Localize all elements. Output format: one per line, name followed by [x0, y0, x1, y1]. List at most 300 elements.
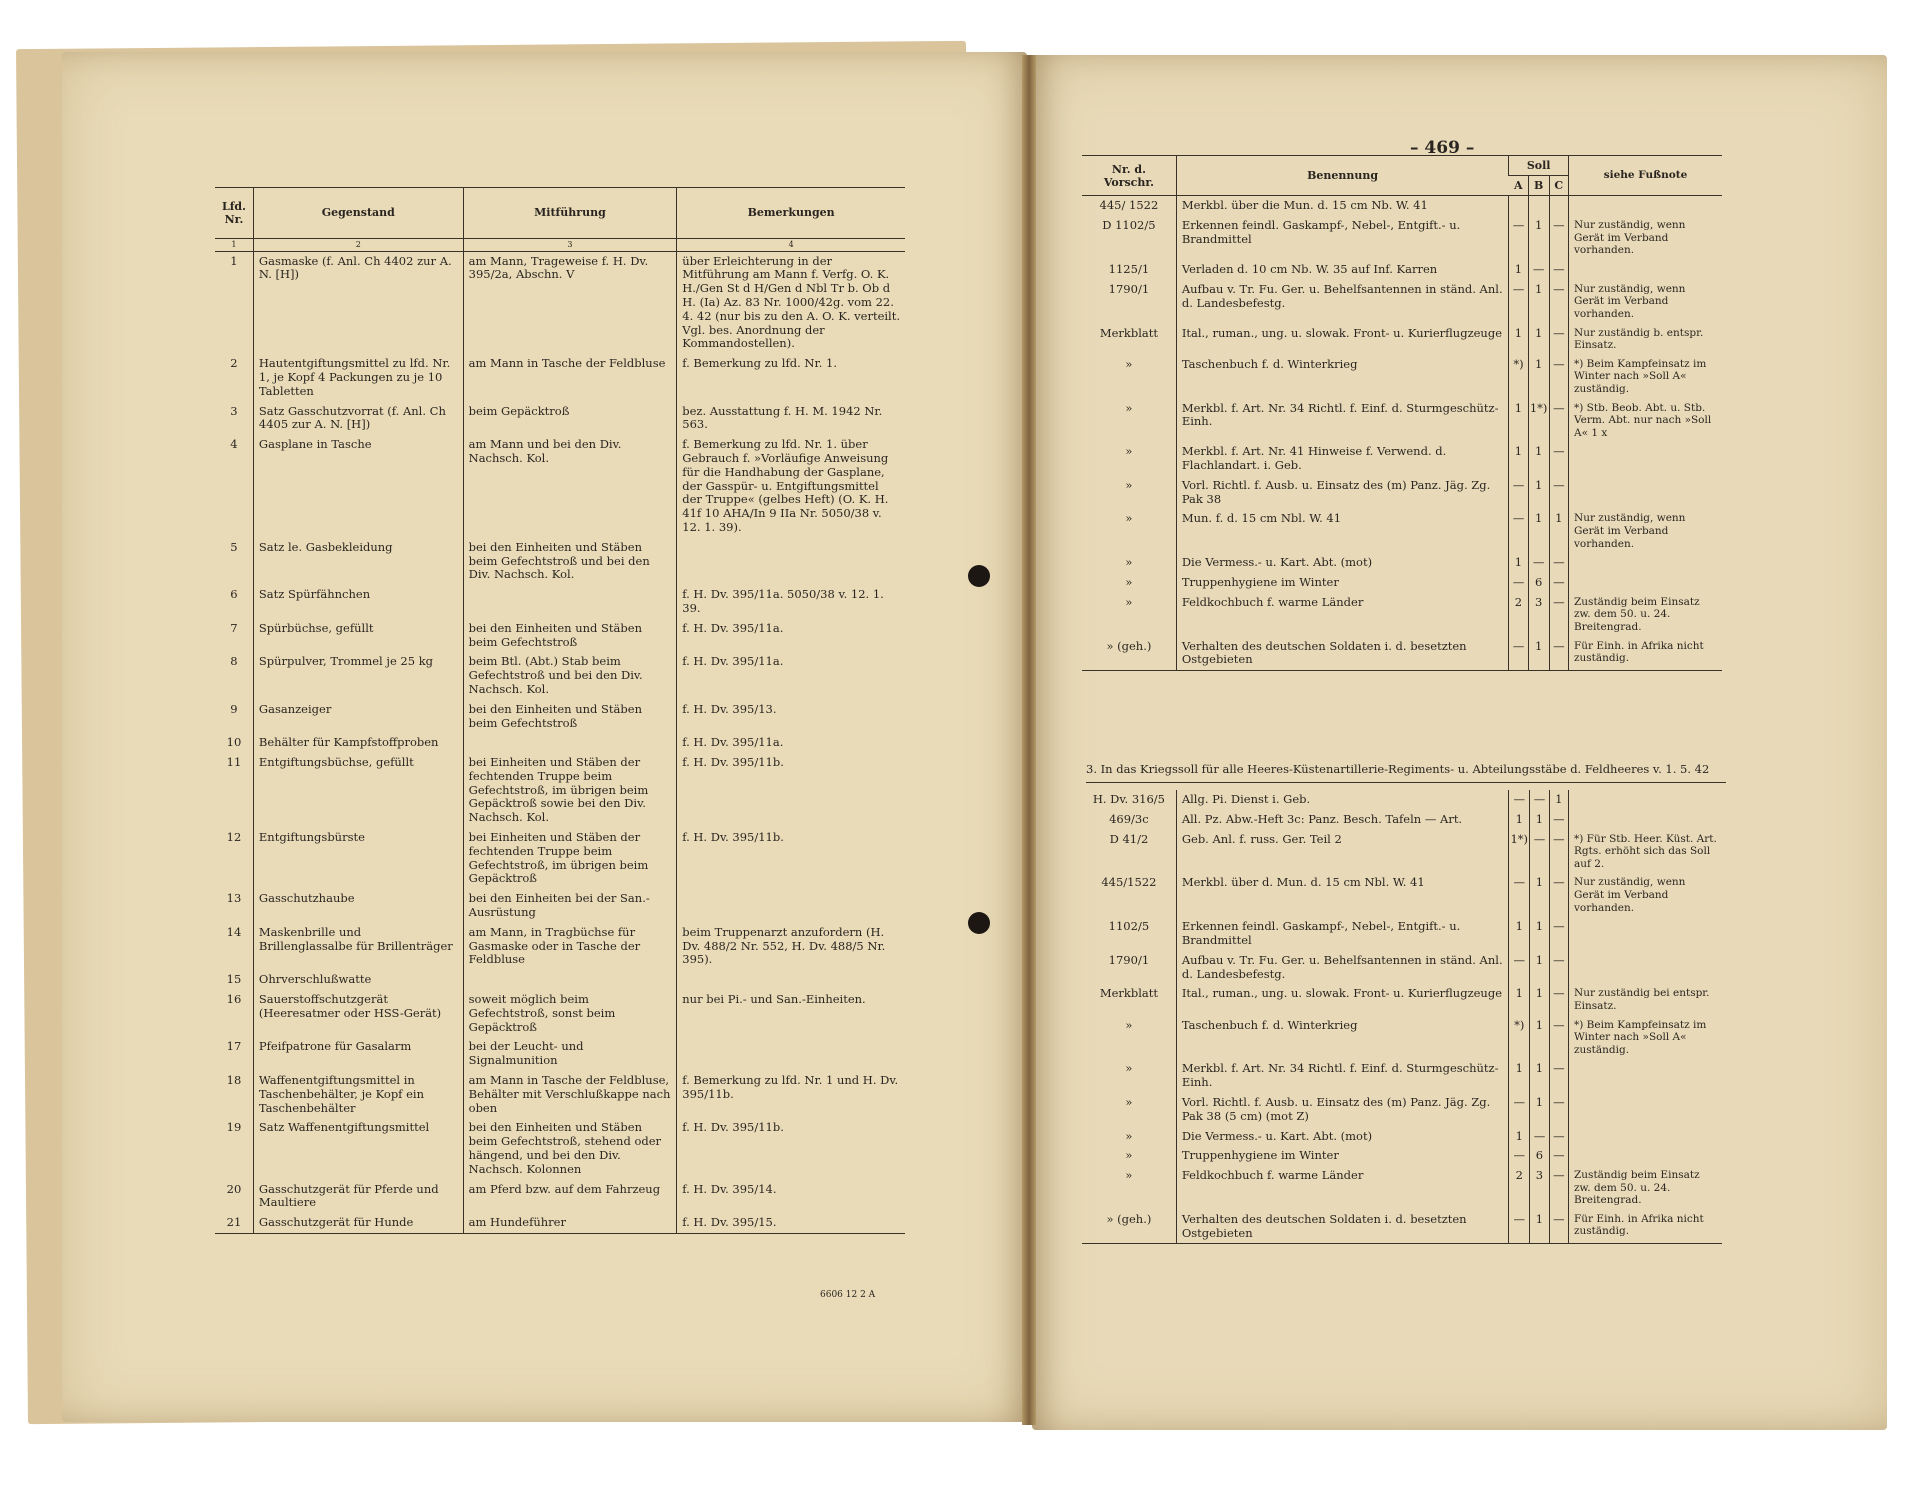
row-benennung: Vorl. Richtl. f. Ausb. u. Einsatz des (m) Panz. Jäg. Zg. Pak 38: [1176, 476, 1508, 510]
header-b: B: [1528, 176, 1549, 196]
row-mitfuehrung: bei den Einheiten und Stäben beim Gefechtstroß und bei den Div. Nachsch. Kol.: [463, 538, 677, 585]
section-3-heading: 3. In das Kriegssoll für alle Heeres-Küstenartillerie-Regiments- u. Abteilungsstäbe d. Feldheeres v. 1. 5. 42: [1086, 762, 1726, 783]
row-benennung: Erkennen feindl. Gaskampf-, Nebel-, Entgift.- u. Brandmittel: [1176, 216, 1508, 260]
row-gegenstand: Hautentgiftungsmittel zu lfd. Nr. 1, je Kopf 4 Packungen zu je 10 Tabletten: [253, 354, 463, 401]
row-benennung: Aufbau v. Tr. Fu. Ger. u. Behelfsantennen in ständ. Anl. d. Landesbefestg.: [1176, 951, 1508, 985]
table-row: [215, 1180, 905, 1214]
row-mitfuehrung: bei der Leucht- und Signalmunition: [463, 1037, 677, 1071]
row-gegenstand: Entgiftungsbüchse, gefüllt: [253, 753, 463, 828]
table-row: [1082, 873, 1722, 917]
row-benennung: Die Vermess.- u. Kart. Abt. (mot): [1176, 1127, 1508, 1147]
row-gegenstand: Ohrverschlußwatte: [253, 970, 463, 990]
row-fussnote: [1569, 573, 1723, 593]
row-soll-c: —: [1549, 1146, 1568, 1166]
row-bemerkungen: [677, 970, 905, 990]
row-fussnote: Zuständig beim Einsatz zw. dem 50. u. 24. Breitengrad.: [1569, 593, 1723, 637]
row-soll-a: —: [1509, 790, 1530, 810]
row-fussnote: Nur zuständig, wenn Gerät im Verband vorhanden.: [1569, 509, 1723, 553]
row-gegenstand: Gasanzeiger: [253, 700, 463, 734]
row-nr: 10: [226, 735, 242, 750]
row-soll-c: —: [1549, 951, 1568, 985]
table-row: [1082, 1210, 1722, 1244]
row-soll-c: —: [1549, 1093, 1568, 1127]
row-fussnote: [1569, 951, 1723, 985]
table-row: [215, 538, 905, 585]
row-bemerkungen: f. H. Dv. 395/11a.: [677, 733, 905, 753]
row-fussnote: [1569, 1059, 1723, 1093]
table-row: [215, 1213, 905, 1233]
table-row: [215, 990, 905, 1037]
row-soll-b: 1: [1530, 1016, 1549, 1060]
table-row: [215, 753, 905, 828]
row-mitfuehrung: am Mann in Tasche der Feldbluse: [463, 354, 677, 401]
col-number: 3: [463, 239, 677, 252]
row-vorschr: 1125/1: [1108, 261, 1150, 276]
row-nr: 7: [230, 620, 238, 635]
row-soll-c: —: [1549, 553, 1568, 573]
row-nr: 11: [226, 755, 242, 770]
table-row: [215, 402, 905, 436]
row-vorschr: »: [1125, 1168, 1133, 1183]
row-nr: 14: [226, 924, 242, 939]
row-soll-a: —: [1509, 1093, 1530, 1127]
table-row: [1082, 917, 1722, 951]
table-row: [1082, 573, 1722, 593]
row-soll-b: —: [1528, 260, 1549, 280]
row-bemerkungen: f. H. Dv. 395/13.: [677, 700, 905, 734]
row-fussnote: *) Stb. Beob. Abt. u. Stb. Verm. Abt. nur nach »Soll A« 1 x: [1569, 399, 1723, 443]
row-soll-b: 1: [1530, 984, 1549, 1015]
row-mitfuehrung: bei den Einheiten bei der San.-Ausrüstung: [463, 889, 677, 923]
row-fussnote: [1569, 917, 1723, 951]
right-table-1: [1082, 155, 1722, 671]
row-soll-a: —: [1509, 280, 1528, 324]
table-row: [215, 1118, 905, 1179]
row-gegenstand: Satz Gasschutzvorrat (f. Anl. Ch 4405 zur A. N. [H]): [253, 402, 463, 436]
row-mitfuehrung: [463, 733, 677, 753]
row-nr: 12: [226, 830, 242, 845]
row-vorschr: »: [1125, 1148, 1133, 1163]
header-fussnote: siehe Fußnote: [1569, 156, 1723, 196]
row-mitfuehrung: am Mann in Tasche der Feldbluse, Behälter mit Verschlußkappe nach oben: [463, 1071, 677, 1118]
row-soll-a: 2: [1509, 593, 1528, 637]
row-soll-c: —: [1549, 260, 1568, 280]
row-soll-a: 1*): [1509, 830, 1530, 874]
row-benennung: Verladen d. 10 cm Nb. W. 35 auf Inf. Karren: [1176, 260, 1508, 280]
row-soll-a: —: [1509, 637, 1528, 671]
table-row: [1082, 637, 1722, 671]
row-gegenstand: Gasmaske (f. Anl. Ch 4402 zur A. N. [H]): [253, 251, 463, 354]
row-nr: 13: [226, 891, 242, 906]
row-nr: 16: [226, 992, 242, 1007]
row-nr: 2: [230, 356, 238, 371]
row-mitfuehrung: am Mann, Trageweise f. H. Dv. 395/2a, Abschn. V: [463, 251, 677, 354]
row-benennung: Geb. Anl. f. russ. Ger. Teil 2: [1176, 830, 1508, 874]
punch-hole-top: [968, 565, 990, 587]
row-gegenstand: Pfeifpatrone für Gasalarm: [253, 1037, 463, 1071]
row-soll-b: —: [1530, 830, 1549, 874]
row-soll-c: —: [1549, 216, 1568, 260]
row-soll-a: —: [1509, 216, 1528, 260]
page-number: – 469 –: [1410, 138, 1475, 158]
row-soll-a: 1: [1509, 442, 1528, 476]
row-fussnote: [1569, 1093, 1723, 1127]
header-benennung: Benennung: [1176, 156, 1508, 196]
row-bemerkungen: f. Bemerkung zu lfd. Nr. 1 und H. Dv. 395/11b.: [677, 1071, 905, 1118]
row-soll-a: 1: [1509, 1059, 1530, 1093]
row-nr: 19: [226, 1120, 242, 1135]
row-nr: 15: [226, 972, 242, 987]
row-benennung: Allg. Pi. Dienst i. Geb.: [1176, 790, 1508, 810]
row-bemerkungen: [677, 538, 905, 585]
table-row: [215, 923, 905, 970]
right-table-2: [1082, 790, 1722, 1244]
row-fussnote: [1569, 790, 1723, 810]
row-gegenstand: Spürpulver, Trommel je 25 kg: [253, 652, 463, 699]
table-row: [1082, 790, 1722, 810]
table-row: [1082, 1059, 1722, 1093]
row-vorschr: »: [1125, 575, 1133, 590]
table-row: [215, 889, 905, 923]
row-benennung: Aufbau v. Tr. Fu. Ger. u. Behelfsantennen in ständ. Anl. d. Landesbefestg.: [1176, 280, 1508, 324]
row-benennung: Taschenbuch f. d. Winterkrieg: [1176, 1016, 1508, 1060]
table-row: [1082, 810, 1722, 830]
table-row: [215, 970, 905, 990]
table-row: [1082, 399, 1722, 443]
row-benennung: Ital., ruman., ung. u. slowak. Front- u. Kurierflugzeuge: [1176, 984, 1508, 1015]
row-soll-b: 1: [1530, 873, 1549, 917]
row-soll-b: 6: [1528, 573, 1549, 593]
table-row: [1082, 442, 1722, 476]
row-bemerkungen: f. Bemerkung zu lfd. Nr. 1.: [677, 354, 905, 401]
row-mitfuehrung: am Mann und bei den Div. Nachsch. Kol.: [463, 435, 677, 538]
row-soll-b: [1528, 196, 1549, 216]
table-row: [215, 354, 905, 401]
row-soll-c: —: [1549, 1166, 1568, 1210]
row-soll-a: 1: [1509, 324, 1528, 355]
book-gutter: [1022, 55, 1036, 1425]
row-nr: 20: [226, 1181, 242, 1196]
row-mitfuehrung: bei den Einheiten und Stäben beim Gefechtstroß, stehend oder hängend, und bei den Div. Nachsch. Kolonnen: [463, 1118, 677, 1179]
row-soll-a: 1: [1509, 810, 1530, 830]
row-vorschr: » (geh.): [1082, 637, 1176, 671]
row-benennung: Truppenhygiene im Winter: [1176, 573, 1508, 593]
row-nr: 5: [230, 539, 238, 554]
row-soll-a: 1: [1509, 1127, 1530, 1147]
row-gegenstand: Satz le. Gasbekleidung: [253, 538, 463, 585]
row-fussnote: *) Beim Kampfeinsatz im Winter nach »Soll A« zuständig.: [1569, 355, 1723, 399]
row-vorschr: D 1102/5: [1102, 218, 1156, 233]
row-fussnote: [1569, 553, 1723, 573]
row-benennung: Ital., ruman., ung. u. slowak. Front- u. Kurierflugzeuge: [1176, 324, 1508, 355]
row-soll-b: 3: [1528, 593, 1549, 637]
table-row: [1082, 1127, 1722, 1147]
row-soll-a: 1: [1509, 399, 1528, 443]
row-soll-a: —: [1509, 873, 1530, 917]
row-fussnote: [1569, 476, 1723, 510]
row-bemerkungen: nur bei Pi.- und San.-Einheiten.: [677, 990, 905, 1037]
row-gegenstand: Satz Waffenentgiftungsmittel: [253, 1118, 463, 1179]
row-nr: 17: [226, 1039, 242, 1054]
row-benennung: Verhalten des deutschen Soldaten i. d. besetzten Ostgebieten: [1176, 637, 1508, 671]
row-mitfuehrung: beim Gepäcktroß: [463, 402, 677, 436]
right-table-1-body: [1082, 196, 1722, 671]
row-gegenstand: Waffenentgiftungsmittel in Taschenbehälter, je Kopf ein Taschenbehälter: [253, 1071, 463, 1118]
row-bemerkungen: über Erleichterung in der Mitführung am Mann f. Verfg. O. K. H./Gen St d H/Gen d Nbl Tr b. Ob d H. (Ia) Az. 83 Nr. 1000/42g. vom 22. 4. 42 (nur bis zu den A. O. K. verteilt. Vgl. bes. Anordnung der Kommandostellen).: [677, 251, 905, 354]
header-vorschr: Nr. d. Vorschr.: [1082, 156, 1176, 196]
left-table-body: [215, 251, 905, 1233]
row-soll-c: —: [1549, 1016, 1568, 1060]
row-soll-c: —: [1549, 637, 1568, 671]
row-bemerkungen: f. H. Dv. 395/11b.: [677, 753, 905, 828]
row-vorschr: Merkblatt: [1099, 325, 1158, 340]
row-mitfuehrung: [463, 585, 677, 619]
row-nr: 8: [230, 654, 238, 669]
row-mitfuehrung: bei Einheiten und Stäben der fechtenden Truppe beim Gefechtstroß, im übrigen beim Gepäcktroß: [463, 828, 677, 889]
row-vorschr: »: [1125, 1061, 1133, 1076]
row-bemerkungen: f. H. Dv. 395/11a.: [677, 652, 905, 699]
table-row: [215, 652, 905, 699]
row-soll-b: 1: [1530, 1210, 1549, 1244]
row-fussnote: *) Beim Kampfeinsatz im Winter nach »Soll A« zuständig.: [1569, 1016, 1723, 1060]
row-mitfuehrung: bei den Einheiten und Stäben beim Gefechtstroß: [463, 700, 677, 734]
row-soll-c: —: [1549, 593, 1568, 637]
row-benennung: Feldkochbuch f. warme Länder: [1176, 593, 1508, 637]
row-vorschr: »: [1125, 1128, 1133, 1143]
row-soll-a: —: [1509, 573, 1528, 593]
row-fussnote: [1569, 1146, 1723, 1166]
row-fussnote: Nur zuständig b. entspr. Einsatz.: [1569, 324, 1723, 355]
row-soll-a: 1: [1509, 260, 1528, 280]
row-bemerkungen: [677, 1037, 905, 1071]
col-number: 4: [677, 239, 905, 252]
row-soll-b: 1: [1528, 476, 1549, 510]
row-gegenstand: Gasschutzgerät für Hunde: [253, 1213, 463, 1233]
row-soll-c: 1: [1549, 790, 1568, 810]
table-row: [1082, 830, 1722, 874]
row-soll-c: —: [1549, 830, 1568, 874]
row-soll-c: —: [1549, 324, 1568, 355]
header-soll: Soll: [1509, 156, 1569, 176]
header-gegenstand: Gegenstand: [253, 188, 463, 239]
row-benennung: Die Vermess.- u. Kart. Abt. (mot): [1176, 553, 1508, 573]
row-fussnote: Für Einh. in Afrika nicht zuständig.: [1569, 637, 1723, 671]
row-bemerkungen: f. H. Dv. 395/11b.: [677, 1118, 905, 1179]
left-table: [215, 187, 905, 1234]
row-benennung: Vorl. Richtl. f. Ausb. u. Einsatz des (m) Panz. Jäg. Zg. Pak 38 (5 cm) (mot Z): [1176, 1093, 1508, 1127]
right-table-2-body: [1082, 790, 1722, 1244]
row-fussnote: Nur zuständig, wenn Gerät im Verband vorhanden.: [1569, 873, 1723, 917]
row-nr: 4: [230, 437, 238, 452]
row-soll-c: —: [1549, 1127, 1568, 1147]
row-gegenstand: Spürbüchse, gefüllt: [253, 619, 463, 653]
header-bemerkungen: Bemerkungen: [677, 188, 905, 239]
row-soll-b: —: [1530, 790, 1549, 810]
row-benennung: Merkbl. f. Art. Nr. 41 Hinweise f. Verwend. d. Flachlandart. i. Geb.: [1176, 442, 1508, 476]
row-vorschr: »: [1125, 477, 1133, 492]
row-soll-b: 1: [1530, 1093, 1549, 1127]
row-soll-b: 1: [1528, 509, 1549, 553]
row-bemerkungen: [677, 889, 905, 923]
row-vorschr: »: [1125, 356, 1133, 371]
row-soll-a: —: [1509, 1210, 1530, 1244]
row-fussnote: Für Einh. in Afrika nicht zuständig.: [1569, 1210, 1723, 1244]
row-vorschr: Merkblatt: [1099, 986, 1158, 1001]
table-row: [1082, 280, 1722, 324]
row-nr: 3: [230, 403, 238, 418]
row-fussnote: [1569, 260, 1723, 280]
row-mitfuehrung: [463, 970, 677, 990]
table-row: [1082, 553, 1722, 573]
row-benennung: Merkbl. über die Mun. d. 15 cm Nb. W. 41: [1176, 196, 1508, 216]
row-vorschr: 445/1522: [1101, 875, 1157, 890]
table-row: [1082, 355, 1722, 399]
row-benennung: Mun. f. d. 15 cm Nbl. W. 41: [1176, 509, 1508, 553]
table-row: [1082, 216, 1722, 260]
row-vorschr: 469/3c: [1109, 811, 1149, 826]
row-soll-c: 1: [1549, 509, 1568, 553]
row-benennung: Merkbl. f. Art. Nr. 34 Richtl. f. Einf. d. Sturmgeschütz-Einh.: [1176, 399, 1508, 443]
row-vorschr: »: [1125, 594, 1133, 609]
col-number: 1: [215, 239, 253, 252]
row-fussnote: Zuständig beim Einsatz zw. dem 50. u. 24. Breitengrad.: [1569, 1166, 1723, 1210]
row-vorschr: » (geh.): [1082, 1210, 1176, 1244]
row-soll-b: 1: [1528, 442, 1549, 476]
row-soll-c: —: [1549, 573, 1568, 593]
table-row: [215, 828, 905, 889]
table-row: [1082, 1093, 1722, 1127]
row-bemerkungen: f. H. Dv. 395/11a.: [677, 619, 905, 653]
header-a: A: [1509, 176, 1528, 196]
table-row: [1082, 1146, 1722, 1166]
row-gegenstand: Maskenbrille und Brillenglassalbe für Brillenträger: [253, 923, 463, 970]
row-fussnote: [1569, 196, 1723, 216]
row-nr: 18: [226, 1073, 242, 1088]
header-nr: Lfd. Nr.: [215, 188, 253, 239]
row-soll-a: *): [1509, 1016, 1530, 1060]
row-soll-b: 1: [1528, 637, 1549, 671]
row-soll-c: —: [1549, 280, 1568, 324]
row-vorschr: H. Dv. 316/5: [1092, 792, 1165, 806]
row-vorschr: D 41/2: [1109, 831, 1149, 846]
row-fussnote: Nur zuständig, wenn Gerät im Verband vorhanden.: [1569, 280, 1723, 324]
row-vorschr: »: [1125, 511, 1133, 526]
table-row: [1082, 509, 1722, 553]
row-vorschr: »: [1125, 1017, 1133, 1032]
row-gegenstand: Gasschutzhaube: [253, 889, 463, 923]
row-mitfuehrung: beim Btl. (Abt.) Stab beim Gefechtstroß und bei den Div. Nachsch. Kol.: [463, 652, 677, 699]
row-fussnote: Nur zuständig, wenn Gerät im Verband vorhanden.: [1569, 216, 1723, 260]
row-soll-c: [1549, 196, 1568, 216]
row-gegenstand: Entgiftungsbürste: [253, 828, 463, 889]
table-row: [1082, 324, 1722, 355]
row-soll-c: —: [1549, 984, 1568, 1015]
table-row: [215, 1071, 905, 1118]
row-vorschr: »: [1125, 555, 1133, 570]
table-row: [215, 1037, 905, 1071]
row-vorschr: »: [1125, 400, 1133, 415]
row-bemerkungen: bez. Ausstattung f. H. M. 1942 Nr. 563.: [677, 402, 905, 436]
row-bemerkungen: beim Truppenarzt anzufordern (H. Dv. 488/2 Nr. 552, H. Dv. 488/5 Nr. 395).: [677, 923, 905, 970]
table-row: [1082, 196, 1722, 216]
row-soll-b: 1: [1530, 917, 1549, 951]
punch-hole-bottom: [968, 912, 990, 934]
row-bemerkungen: f. H. Dv. 395/14.: [677, 1180, 905, 1214]
row-mitfuehrung: bei Einheiten und Stäben der fechtenden Truppe beim Gefechtstroß, im übrigen beim Gepäcktroß sowie bei den Div. Nachsch. Kol.: [463, 753, 677, 828]
row-soll-b: 1: [1528, 324, 1549, 355]
row-soll-b: —: [1530, 1127, 1549, 1147]
row-vorschr: »: [1125, 1094, 1133, 1109]
row-soll-a: 1: [1509, 553, 1528, 573]
row-soll-a: —: [1509, 1146, 1530, 1166]
table-row: [215, 733, 905, 753]
row-bemerkungen: f. Bemerkung zu lfd. Nr. 1. über Gebrauch f. »Vorläufige Anweisung für die Handhabung der Gasplane, der Gasspür- u. Entgiftungsmittel der Truppe« (gelbes Heft) (O. K. H. 41f 10 AHA/In 9 IIa Nr. 5050/38 v. 12. 1. 39).: [677, 435, 905, 538]
row-nr: 9: [230, 701, 238, 716]
row-nr: 6: [230, 587, 238, 602]
row-soll-c: —: [1549, 476, 1568, 510]
row-mitfuehrung: am Mann, in Tragbüchse für Gasmaske oder in Tasche der Feldbluse: [463, 923, 677, 970]
row-soll-a: —: [1509, 509, 1528, 553]
row-fussnote: [1569, 442, 1723, 476]
table-row: [215, 619, 905, 653]
row-mitfuehrung: bei den Einheiten und Stäben beim Gefechtstroß: [463, 619, 677, 653]
table-row: [1082, 984, 1722, 1015]
row-soll-a: 2: [1509, 1166, 1530, 1210]
row-fussnote: *) Für Stb. Heer. Küst. Art. Rgts. erhöht sich das Soll auf 2.: [1569, 830, 1723, 874]
row-soll-b: 3: [1530, 1166, 1549, 1210]
row-benennung: All. Pz. Abw.-Heft 3c: Panz. Besch. Tafeln — Art.: [1176, 810, 1508, 830]
header-mitfuehrung: Mitführung: [463, 188, 677, 239]
row-benennung: Taschenbuch f. d. Winterkrieg: [1176, 355, 1508, 399]
row-vorschr: 1102/5: [1108, 919, 1150, 934]
row-nr: 1: [230, 253, 238, 268]
row-vorschr: 445/ 1522: [1099, 198, 1159, 213]
table-row: [215, 435, 905, 538]
table-row: [1082, 593, 1722, 637]
table-row: [215, 585, 905, 619]
row-soll-b: 6: [1530, 1146, 1549, 1166]
row-gegenstand: Satz Spürfähnchen: [253, 585, 463, 619]
table-row: [1082, 476, 1722, 510]
row-benennung: Verhalten des deutschen Soldaten i. d. besetzten Ostgebieten: [1176, 1210, 1508, 1244]
row-nr: 21: [215, 1213, 253, 1233]
row-soll-c: —: [1549, 442, 1568, 476]
row-soll-c: —: [1549, 810, 1568, 830]
row-soll-a: *): [1509, 355, 1528, 399]
row-soll-a: 1: [1509, 984, 1530, 1015]
table-row: [215, 700, 905, 734]
table-row: [1082, 1166, 1722, 1210]
row-soll-c: —: [1549, 399, 1568, 443]
row-mitfuehrung: soweit möglich beim Gefechtstroß, sonst beim Gepäcktroß: [463, 990, 677, 1037]
table-row: [215, 251, 905, 354]
row-gegenstand: Gasschutzgerät für Pferde und Maultiere: [253, 1180, 463, 1214]
col-number: 2: [253, 239, 463, 252]
row-benennung: Merkbl. f. Art. Nr. 34 Richtl. f. Einf. d. Sturmgeschütz-Einh.: [1176, 1059, 1508, 1093]
row-bemerkungen: f. H. Dv. 395/11b.: [677, 828, 905, 889]
row-soll-b: 1: [1528, 216, 1549, 260]
row-mitfuehrung: am Hundeführer: [463, 1213, 677, 1233]
row-soll-c: —: [1549, 355, 1568, 399]
row-soll-b: 1: [1530, 951, 1549, 985]
row-soll-b: 1*): [1528, 399, 1549, 443]
row-soll-c: —: [1549, 1210, 1568, 1244]
table-row: [1082, 1016, 1722, 1060]
row-soll-b: 1: [1530, 810, 1549, 830]
print-mark: 6606 12 2 A: [820, 1290, 876, 1300]
row-gegenstand: Gasplane in Tasche: [253, 435, 463, 538]
row-soll-b: 1: [1530, 1059, 1549, 1093]
